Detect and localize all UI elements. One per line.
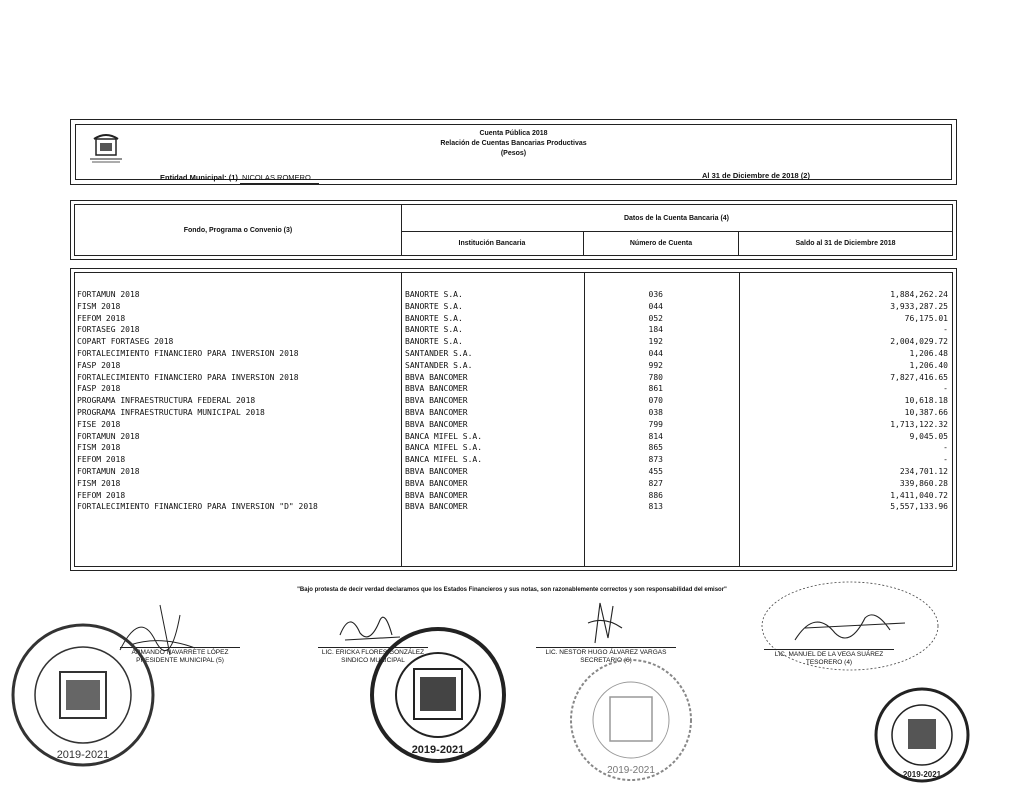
cell-saldo: 5,557,133.96 bbox=[890, 502, 948, 512]
cell-fondo: FISM 2018 bbox=[77, 301, 121, 311]
cell-institucion: BANORTE S.A. bbox=[405, 313, 463, 323]
table-row bbox=[75, 314, 952, 326]
cell-institucion: BBVA BANCOMER bbox=[405, 490, 468, 500]
seal-presidencia bbox=[8, 620, 158, 770]
signature-sindico-name: LIC. ERICKA FLORES GONZÁLEZ bbox=[318, 647, 428, 657]
cell-fondo: FISM 2018 bbox=[77, 478, 121, 488]
cell-fondo: FORTAMUN 2018 bbox=[77, 290, 140, 299]
period-label: Al 31 de Diciembre de 2018 (2) bbox=[702, 171, 810, 180]
cell-fondo: FISE 2018 bbox=[77, 419, 121, 429]
seal-secretaria bbox=[566, 655, 696, 785]
table-row bbox=[75, 502, 952, 514]
cell-fondo: PROGRAMA INFRAESTRUCTURA FEDERAL 2018 bbox=[77, 396, 256, 406]
signature-secretary-name: LIC. NESTOR HUGO ÁLVAREZ VARGAS bbox=[536, 647, 676, 657]
table-body bbox=[70, 268, 957, 571]
cell-numero: 827 bbox=[648, 478, 663, 488]
cell-fondo: FISM 2018 bbox=[77, 443, 121, 453]
cell-saldo: - bbox=[943, 455, 948, 465]
report-titles bbox=[76, 129, 951, 159]
cell-saldo: 76,175.01 bbox=[904, 313, 948, 323]
cell-institucion: BANCA MIFEL S.A. bbox=[405, 431, 483, 441]
cell-saldo: - bbox=[943, 443, 948, 453]
table-header-inner bbox=[74, 204, 953, 256]
report-subtitle: Relación de Cuentas Bancarias Productivas bbox=[440, 140, 587, 147]
cell-institucion: BBVA BANCOMER bbox=[405, 478, 468, 488]
table-row bbox=[75, 325, 952, 337]
table-header bbox=[70, 200, 957, 260]
seal-sindicatura bbox=[368, 625, 508, 765]
cell-fondo: PROGRAMA INFRAESTRUCTURA MUNICIPAL 2018 bbox=[77, 408, 265, 417]
seal-tesoreria bbox=[872, 685, 972, 785]
cell-institucion: BBVA BANCOMER bbox=[405, 384, 468, 394]
signature-president-name: ARMANDO NAVARRETE LÓPEZ bbox=[120, 647, 240, 657]
cell-saldo: 9,045.05 bbox=[909, 431, 948, 441]
report-units: (Pesos) bbox=[500, 150, 527, 157]
col-header-fondo: Fondo, Programa o Convenio (3) bbox=[75, 205, 402, 255]
seal-sindicatura-year: 2019-2021 bbox=[411, 744, 465, 756]
cell-numero: 886 bbox=[648, 490, 663, 500]
seal-presidencia-year: 2019-2021 bbox=[56, 749, 110, 761]
signature-treasurer-role: TESORERO (4) bbox=[805, 659, 853, 666]
cell-saldo: 234,701.12 bbox=[899, 467, 948, 476]
cell-numero: 865 bbox=[648, 443, 663, 453]
cell-numero: 813 bbox=[648, 502, 663, 512]
cell-numero: 780 bbox=[648, 372, 663, 382]
cell-saldo: 7,827,416.65 bbox=[890, 372, 948, 382]
cell-numero: 036 bbox=[648, 290, 663, 299]
cell-saldo: - bbox=[943, 325, 948, 335]
cell-institucion: BANCA MIFEL S.A. bbox=[405, 443, 483, 453]
cell-institucion: BBVA BANCOMER bbox=[405, 502, 468, 512]
signature-president-role: PRESIDENTE MUNICIPAL (5) bbox=[136, 657, 224, 664]
cell-numero: 184 bbox=[648, 325, 663, 335]
cell-institucion: BBVA BANCOMER bbox=[405, 408, 468, 417]
signature-treasurer bbox=[764, 649, 894, 667]
cell-fondo: FASP 2018 bbox=[77, 384, 121, 394]
cell-institucion: BBVA BANCOMER bbox=[405, 467, 468, 476]
cell-fondo: COPART FORTASEG 2018 bbox=[77, 337, 174, 347]
cell-fondo: FEFOM 2018 bbox=[77, 490, 126, 500]
cell-numero: 873 bbox=[648, 455, 663, 465]
cell-fondo: FORTALECIMIENTO FINANCIERO PARA INVERSION 2018 bbox=[77, 349, 299, 358]
cell-numero: 038 bbox=[648, 408, 663, 417]
cell-institucion: BANORTE S.A. bbox=[405, 290, 463, 299]
table-row bbox=[75, 396, 952, 408]
table-row bbox=[75, 373, 952, 385]
cell-saldo: - bbox=[943, 384, 948, 394]
table-row bbox=[75, 479, 952, 491]
cell-numero: 814 bbox=[648, 431, 663, 441]
cell-fondo: FORTAMUN 2018 bbox=[77, 467, 140, 476]
signature-secretary-role: SECRETARIO (6) bbox=[580, 657, 632, 664]
report-header bbox=[70, 119, 957, 185]
cell-numero: 052 bbox=[648, 313, 663, 323]
cell-fondo: FORTALECIMIENTO FINANCIERO PARA INVERSION 2018 bbox=[77, 372, 299, 382]
cell-saldo: 1,713,122.32 bbox=[890, 419, 948, 429]
seal-secretaria-year: 2019-2021 bbox=[607, 765, 655, 776]
cell-saldo: 3,933,287.25 bbox=[890, 301, 948, 311]
cell-institucion: SANTANDER S.A. bbox=[405, 360, 473, 370]
col-header-datos: Datos de la Cuenta Bancaria (4) bbox=[401, 205, 952, 232]
cell-numero: 044 bbox=[648, 349, 663, 358]
cell-fondo: FEFOM 2018 bbox=[77, 313, 126, 323]
cell-saldo: 1,206.48 bbox=[909, 349, 948, 358]
table-row bbox=[75, 432, 952, 444]
report-header-inner bbox=[75, 124, 952, 180]
cell-numero: 070 bbox=[648, 396, 663, 406]
table-row bbox=[75, 455, 952, 467]
cell-fondo: FEFOM 2018 bbox=[77, 455, 126, 465]
cell-saldo: 1,411,040.72 bbox=[890, 490, 948, 500]
seal-tesoreria-year: 2019-2021 bbox=[902, 770, 942, 779]
cell-saldo: 1,884,262.24 bbox=[890, 290, 948, 299]
cell-saldo: 10,618.18 bbox=[904, 396, 948, 406]
signature-sindico-role: SINDICO MUNICIPAL bbox=[341, 657, 405, 664]
signature-treasurer-name: LIC. MANUEL DE LA VEGA SUÁREZ bbox=[764, 649, 894, 659]
table-row bbox=[75, 467, 952, 479]
entity-label: Entidad Municipal: (1) bbox=[160, 173, 238, 182]
cell-saldo: 1,206.40 bbox=[909, 360, 948, 370]
cell-institucion: BBVA BANCOMER bbox=[405, 419, 468, 429]
table-row bbox=[75, 302, 952, 314]
entity-value: NICOLAS ROMERO bbox=[240, 173, 319, 184]
cell-saldo: 10,387.66 bbox=[904, 408, 948, 417]
cell-numero: 992 bbox=[648, 360, 663, 370]
cell-numero: 044 bbox=[648, 301, 663, 311]
col-header-saldo: Saldo al 31 de Diciembre 2018 bbox=[795, 240, 896, 247]
signature-secretary-scribble bbox=[580, 598, 630, 648]
table-row bbox=[75, 384, 952, 396]
cell-institucion: BANORTE S.A. bbox=[405, 325, 463, 335]
table-row bbox=[75, 337, 952, 349]
cell-saldo: 2,004,029.72 bbox=[890, 337, 948, 347]
col-header-numero: Número de Cuenta bbox=[584, 232, 739, 255]
table-row bbox=[75, 349, 952, 361]
cell-fondo: FASP 2018 bbox=[77, 360, 121, 370]
cell-fondo: FORTASEG 2018 bbox=[77, 325, 140, 335]
cell-fondo: FORTAMUN 2018 bbox=[77, 431, 140, 441]
cell-institucion: BANORTE S.A. bbox=[405, 301, 463, 311]
table-row bbox=[75, 408, 952, 420]
cell-saldo: 339,860.28 bbox=[899, 478, 948, 488]
table-row bbox=[75, 420, 952, 432]
table-row bbox=[75, 443, 952, 455]
cell-institucion: BANCA MIFEL S.A. bbox=[405, 455, 483, 465]
table-body-inner bbox=[74, 272, 953, 567]
cell-numero: 861 bbox=[648, 384, 663, 394]
table-row bbox=[75, 491, 952, 503]
declaration-text: "Bajo protesta de decir verdad declaramos que los Estados Financieros y sus notas, son razonablemente correctos y son responsabilidad del emisor" bbox=[297, 587, 727, 593]
cell-institucion: BANORTE S.A. bbox=[405, 337, 463, 347]
cell-institucion: BBVA BANCOMER bbox=[405, 396, 468, 406]
entity-line bbox=[160, 173, 319, 182]
cell-institucion: SANTANDER S.A. bbox=[405, 349, 473, 358]
report-title: Cuenta Pública 2018 bbox=[479, 130, 548, 137]
cell-fondo: FORTALECIMIENTO FINANCIERO PARA INVERSION "D" 2018 bbox=[77, 502, 318, 512]
cell-institucion: BBVA BANCOMER bbox=[405, 372, 468, 382]
col-header-institucion: Institución Bancaria bbox=[401, 232, 584, 255]
cell-numero: 192 bbox=[648, 337, 663, 347]
table-row bbox=[75, 361, 952, 373]
cell-numero: 799 bbox=[648, 419, 663, 429]
table-row bbox=[75, 290, 952, 302]
cell-numero: 455 bbox=[648, 467, 663, 476]
